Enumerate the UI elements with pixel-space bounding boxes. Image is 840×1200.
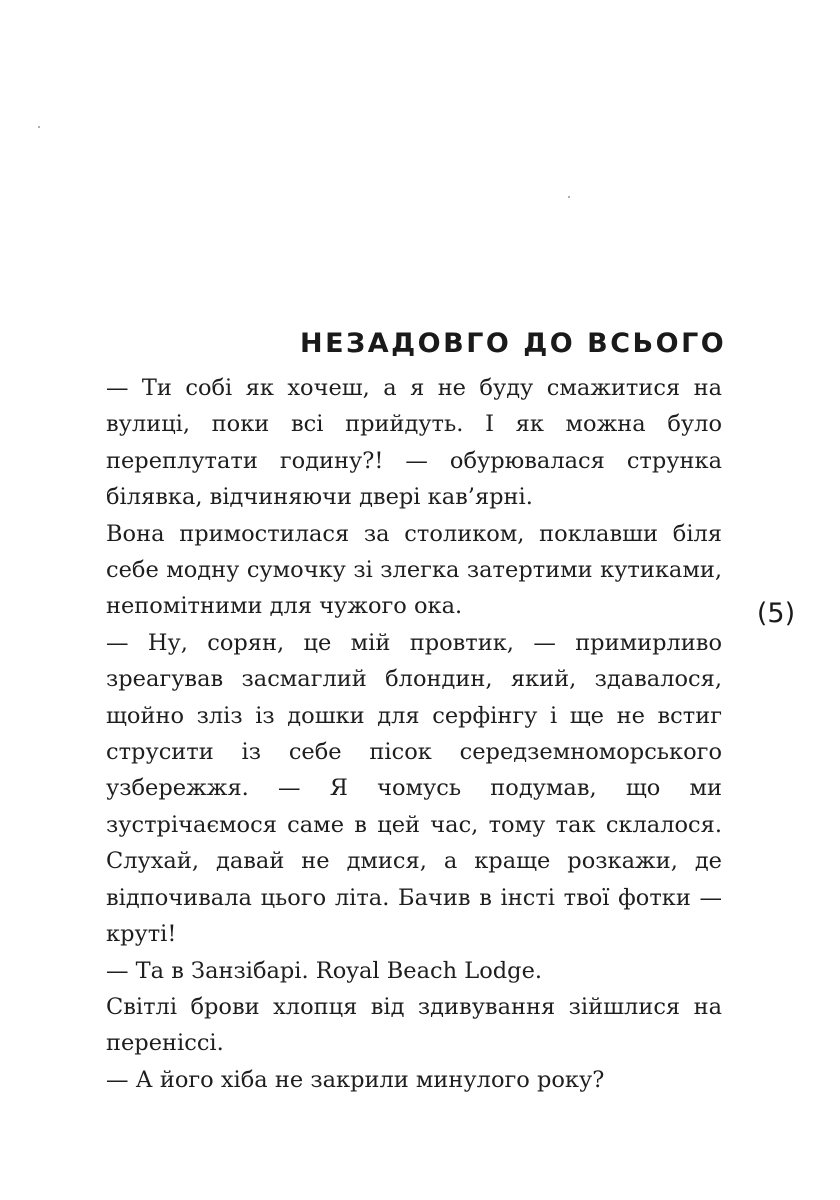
paragraph: — Ти собі як хочеш, а я не буду смажитися на вулиці, поки всі прийдуть. І як можна було переплутати годину?! — обурювалася струнка білявка, відчиняючи двері кав’ярні.	[106, 375, 722, 511]
paragraph: Світлі брови хлопця від здивування зійшлися на переніссі.	[106, 993, 722, 1057]
page-speck	[568, 196, 570, 198]
page-number: (5)	[756, 598, 796, 629]
paragraph: Вона примостилася за столиком, поклавши біля себе модну сумочку зі злегка затертими кутиками, непомітними для чужого ока.	[106, 520, 722, 620]
paragraph: — Ну, сорян, це мій провтик, — примирливо зреагував засмаглий блондин, який, здавалося, щойно зліз із дошки для серфінгу і ще не встиг струсити із себе пісок середземноморського узбережжя. — Я чомусь подумав, що ми зустрічаємося саме в цей час, тому так склалося. Слухай, давай не дмися, а краще розкажи, де відпочивала цього літа. Бачив в інсті твої фотки — круті!	[106, 629, 722, 948]
paragraph: — А його хіба не закрили минулого року?	[106, 1066, 605, 1093]
body-text	[106, 370, 722, 1098]
chapter-title: НЕЗАДОВГО ДО ВСЬОГО	[300, 328, 727, 359]
page-speck	[38, 126, 40, 128]
paragraph: — Та в Занзібарі. Royal Beach Lodge.	[106, 957, 543, 984]
